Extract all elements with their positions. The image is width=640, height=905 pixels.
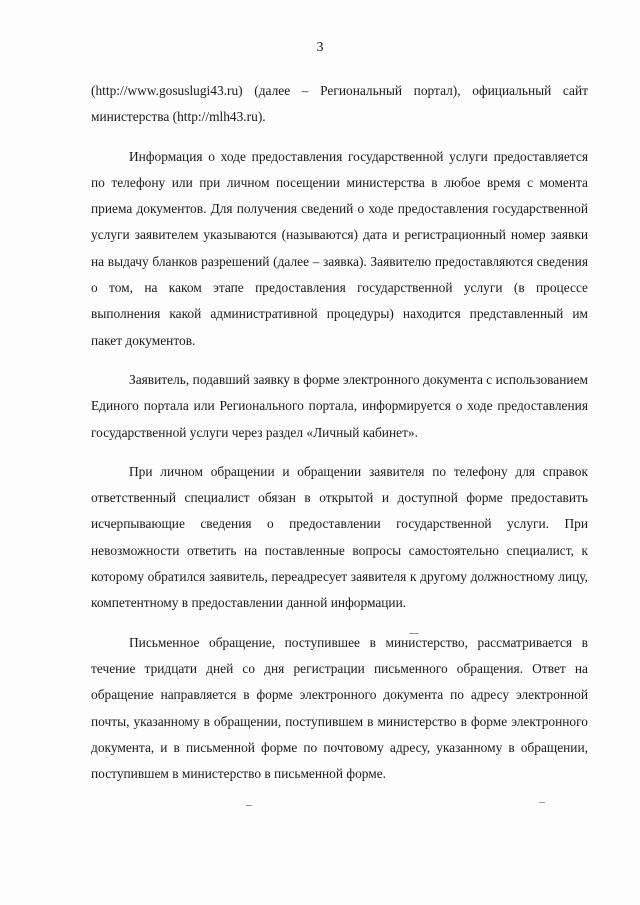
scan-mark xyxy=(539,802,545,803)
scan-mark xyxy=(409,633,419,634)
paragraph-status-info: Информация о ходе предоставления государственной услуги предоставляется по телефону или при личном посещении министерства в любое время с момента приема документов. Для получения сведений о ходе предоставления государственной услуги заявителем указываются (называются) дата и регистрационный номер заявки на выдачу бланков разрешений (далее – заявка). Заявителю предоставляются сведения о том, на каком этапе предоставления государственной услуги (в процессе выполнения какой административной процедуры) находится представленный им пакет документов. xyxy=(91,148,588,348)
paragraph-portal-links: (http://www.gosuslugi43.ru) (далее – Региональный портал), официальный сайт министерства (http://mlh43.ru). xyxy=(91,83,588,125)
paragraph-phone-inquiry: При личном обращении и обращении заявителя по телефону для справок ответственный специалист обязан в открытой и доступной форме предоставить исчерпывающие сведения о предоставлении государственной услуги. При невозможности ответить на поставленные вопросы самостоятельно специалист, к которому обратился заявитель, переадресует заявителя к другому должностному лицу, компетентному в предоставлении данной информации. xyxy=(91,463,588,611)
document-body xyxy=(91,78,588,800)
paragraph-personal-cabinet: Заявитель, подавший заявку в форме электронного документа с использованием Единого портала или Регионального портала, информируется о ходе предоставления государственной услуги через раздел «Личный кабинет». xyxy=(91,371,588,440)
scan-mark xyxy=(246,805,252,806)
paragraph-written-request: Письменное обращение, поступившее в министерство, рассматривается в течение тридцати дней со дня регистрации письменного обращения. Ответ на обращение направляется в форме электронного документа по адресу электронной почты, указанному в обращении, поступившем в министерство в форме электронного документа, и в письменной форме по почтовому адресу, указанному в обращении, поступившем в министерство в письменной форме. xyxy=(91,634,588,782)
page-number: 3 xyxy=(316,40,324,55)
